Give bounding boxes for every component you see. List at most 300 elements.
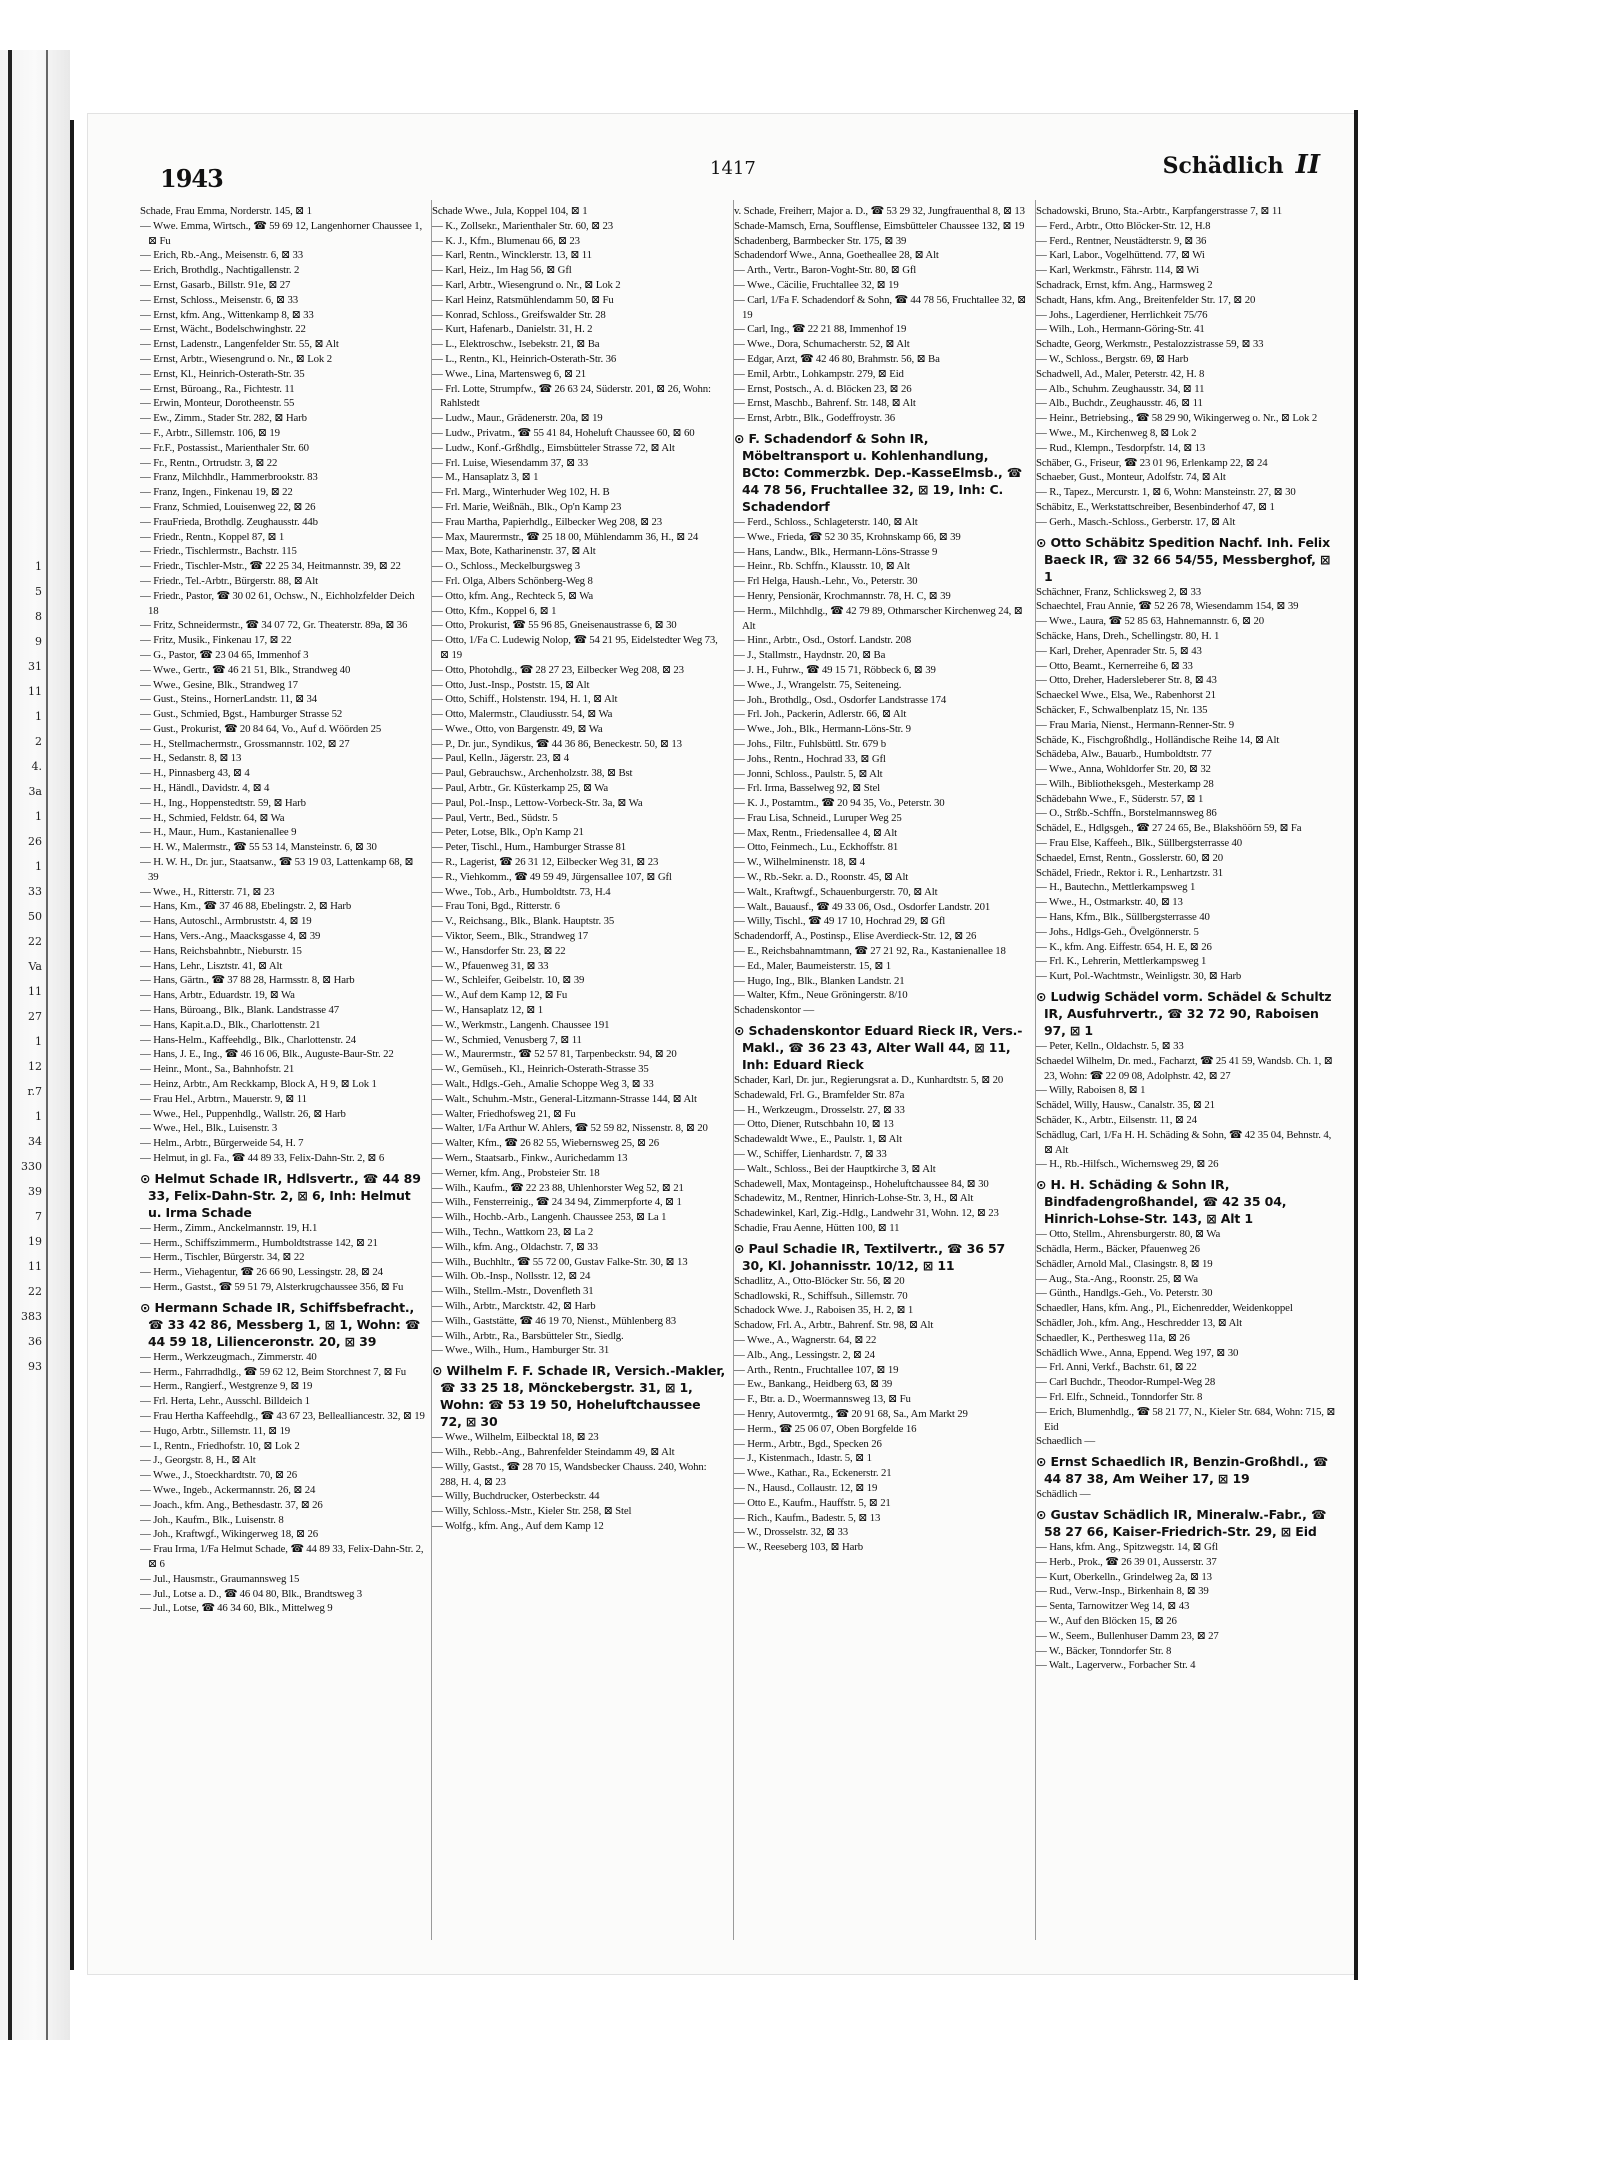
directory-entry: ⊙ Ernst Schaedlich IR, Benzin-Großhdl., ☎ 44 87 38, Am Weiher 17, ⊠ 19 <box>1036 1454 1329 1487</box>
directory-entry: — W., Wilhelminenstr. 18, ⊠ 4 <box>734 856 865 869</box>
directory-entry: — Herm., Arbtr., Bgd., Specken 26 <box>734 1437 882 1450</box>
directory-entry: — Hans, Km., ☎ 37 46 88, Ebelingstr. 2, ⊠ Harb <box>140 900 352 913</box>
margin-fragment: 19 <box>28 1235 42 1248</box>
directory-column-4 <box>1036 204 1336 1944</box>
directory-entry: — Walt., Schuhm.-Mstr., General-Litzmann-Strasse 144, ⊠ Alt <box>432 1092 697 1105</box>
directory-entry: — Walt., Kraftwgf., Schauenburgerstr. 70, ⊠ Alt <box>734 885 938 898</box>
directory-entry: — Walter, Friedhofsweg 21, ⊠ Fu <box>432 1107 576 1120</box>
directory-entry: — Heinr., Rb. Schffn., Klausstr. 10, ⊠ Alt <box>734 560 910 573</box>
directory-entry: Schadewitz, M., Rentner, Hinrich-Lohse-Str. 3, H., ⊠ Alt <box>734 1192 974 1205</box>
directory-entry: Schächner, Franz, Schlicksweg 2, ⊠ 33 <box>1036 585 1201 598</box>
directory-entry: — Otto, Feinmech., Lu., Eckhoffstr. 81 <box>734 841 899 854</box>
directory-entry: — O., Schloss., Meckelburgsweg 3 <box>432 560 580 573</box>
page-header <box>140 148 1320 193</box>
directory-entry: v. Schade, Freiherr, Major a. D., ☎ 53 29 32, Jungfrauenthal 8, ⊠ 13 <box>734 205 1025 217</box>
directory-entry: — Herm., Werkzeugmach., Zimmerstr. 40 <box>140 1350 317 1363</box>
directory-entry: Schäber, G., Friseur, ☎ 23 01 96, Erlenkamp 22, ⊠ 24 <box>1036 456 1268 469</box>
directory-entry: — Hans, Büroang., Blk., Blank. Landstrasse 47 <box>140 1004 339 1017</box>
directory-entry: — Joh., Kraftwgf., Wikingerweg 18, ⊠ 26 <box>140 1528 318 1541</box>
directory-entry: — H., Pinnasberg 43, ⊠ 4 <box>140 767 250 780</box>
directory-entry: — Kurt, Pol.-Wachtmstr., Weinligstr. 30, ⊠ Harb <box>1036 970 1242 983</box>
directory-entry: — H., Werkzeugm., Drosselstr. 27, ⊠ 33 <box>734 1103 905 1116</box>
directory-entry: — Hans, Reichsbahnbtr., Nieburstr. 15 <box>140 944 302 957</box>
directory-entry: — Ferd., Rentner, Neustädterstr. 9, ⊠ 36 <box>1036 234 1207 247</box>
directory-entry: — Franz, Schmied, Louisenweg 22, ⊠ 26 <box>140 500 316 513</box>
directory-entry: ⊙ Wilhelm F. F. Schade IR, Versich.-Makler, ☎ 33 25 18, Mönckebergstr. 31, ⊠ 1, Wohn: ☎ 53 19 50, Hoheluftchaussee 72, ⊠ 30 <box>432 1363 726 1430</box>
directory-entry: — O., Strßb.-Schffn., Borstelmannsweg 86 <box>1036 807 1217 820</box>
directory-entry: — Paul, Kelln., Jägerstr. 23, ⊠ 4 <box>432 752 569 765</box>
directory-entry: — Franz, Ingen., Finkenau 19, ⊠ 22 <box>140 486 293 499</box>
directory-entry: — Herm., Zimm., Anckelmannstr. 19, H.1 <box>140 1221 318 1234</box>
directory-entry: — Peter, Tischl., Hum., Hamburger Strasse 81 <box>432 841 627 854</box>
directory-entry: — Otto, Beamt., Kernerreihe 6, ⊠ 33 <box>1036 659 1193 672</box>
directory-entry: — Frl. Irma, Basselweg 92, ⊠ Stel <box>734 782 880 795</box>
directory-entry: — Frau Hertha Kaffeehdlg., ☎ 43 67 23, Bellealliancestr. 32, ⊠ 19 <box>140 1409 425 1422</box>
directory-entry: — Wilh., Buchhltr., ☎ 55 72 00, Gustav Falke-Str. 30, ⊠ 13 <box>432 1255 688 1268</box>
directory-entry: — Herm., Gastst., ☎ 59 51 79, Alsterkrugchaussee 356, ⊠ Fu <box>140 1280 404 1293</box>
directory-entry: — Jul., Lotse a. D., ☎ 46 04 80, Blk., Brandtsweg 3 <box>140 1587 363 1600</box>
directory-entry: — Jul., Hausmstr., Graumannsweg 15 <box>140 1572 300 1585</box>
directory-entry: — J., Kistenmach., Idastr. 5, ⊠ 1 <box>734 1452 872 1465</box>
directory-entry: — Heinz, Arbtr., Am Reckkamp, Block A, H 9, ⊠ Lok 1 <box>140 1078 377 1091</box>
directory-entry: Schadwell, Ad., Maler, Peterstr. 42, H. 8 <box>1036 367 1205 380</box>
directory-entry: — G., Pastor, ☎ 23 04 65, Immenhof 3 <box>140 648 309 661</box>
directory-entry: Schadewaldt Wwe., E., Paulstr. 1, ⊠ Alt <box>734 1133 902 1146</box>
directory-entry: Schadendorff, A., Postinsp., Elise Averdieck-Str. 12, ⊠ 26 <box>734 930 977 943</box>
directory-entry: Schadlowski, R., Schiffsuh., Sillemstr. 70 <box>734 1289 908 1302</box>
directory-entry: — Ernst, Postsch., A. d. Blöcken 23, ⊠ 26 <box>734 382 912 395</box>
directory-entry: — Konrad, Schloss., Greifswalder Str. 28 <box>432 308 606 321</box>
directory-entry: — Wwe., Ingeb., Ackermannstr. 26, ⊠ 24 <box>140 1483 316 1496</box>
directory-entry: — W., Schiffer, Lienhardstr. 7, ⊠ 33 <box>734 1148 887 1161</box>
directory-entry: — Alb., Ang., Lessingstr. 2, ⊠ 24 <box>734 1348 875 1361</box>
directory-entry: — Wilh., Stellm.-Mstr., Dovenfleth 31 <box>432 1285 594 1298</box>
directory-entry: — Helm., Arbtr., Bürgerweide 54, H. 7 <box>140 1137 304 1150</box>
directory-entry: Schädla, Herm., Bäcker, Pfauenweg 26 <box>1036 1243 1200 1256</box>
directory-entry: — Wwe., Wilh., Hum., Hamburger Str. 31 <box>432 1344 610 1357</box>
directory-entry: — Frau Irma, 1/Fa Helmut Schade, ☎ 44 89 33, Felix-Dahn-Str. 2, ⊠ 6 <box>140 1543 424 1570</box>
directory-entry: — Herm., Milchhdlg., ☎ 42 79 89, Othmarscher Kirchenweg 24, ⊠ Alt <box>734 604 1023 632</box>
directory-entry: — Otto, Diener, Rutschbahn 10, ⊠ 13 <box>734 1118 894 1131</box>
directory-entry: — Frau Toni, Bgd., Ritterstr. 6 <box>432 900 560 913</box>
directory-entry: — Erwin, Monteur, Dorotheenstr. 55 <box>140 397 295 410</box>
margin-fragment: 9 <box>35 635 42 648</box>
directory-entry: — Werner, kfm. Ang., Probsteier Str. 18 <box>432 1166 600 1179</box>
directory-entry: — Gust., Schmied, Bgst., Hamburger Strasse 52 <box>140 708 343 721</box>
directory-entry: — Wilh., Kaufm., ☎ 22 23 88, Uhlenhorster Weg 52, ⊠ 21 <box>432 1181 684 1194</box>
directory-entry: Schadenskontor — <box>734 1004 815 1017</box>
directory-entry: — Joach., kfm. Ang., Bethesdastr. 37, ⊠ 26 <box>140 1498 323 1511</box>
directory-entry: — Max, Bote, Katharinenstr. 37, ⊠ Alt <box>432 545 596 558</box>
directory-entry: — Walt., Hdlgs.-Geh., Amalie Schoppe Weg 3, ⊠ 33 <box>432 1078 654 1091</box>
margin-fragment: 383 <box>21 1310 42 1323</box>
directory-entry: — Wilh., Bibliotheksgeh., Mesterkamp 28 <box>1036 777 1214 790</box>
directory-entry: Schadrack, Ernst, kfm. Ang., Harmsweg 2 <box>1036 278 1213 291</box>
directory-entry: — Karl, Heiz., Im Hag 56, ⊠ Gfl <box>432 264 572 277</box>
directory-entry: Schaeber, Gust., Monteur, Adolfstr. 74, ⊠ Alt <box>1036 471 1226 484</box>
directory-entry: Schaedlich — <box>1036 1435 1096 1448</box>
directory-entry: — Hans, J. E., Ing., ☎ 46 16 06, Blk., Auguste-Baur-Str. 22 <box>140 1048 394 1061</box>
directory-entry: — Friedr., Rentn., Koppel 87, ⊠ 1 <box>140 530 285 543</box>
directory-entry: — Frl Helga, Haush.-Lehr., Vo., Peterstr. 30 <box>734 575 918 588</box>
margin-fragment: 1 <box>35 560 42 573</box>
directory-entry: — Ernst, Büroang., Ra., Fichtestr. 11 <box>140 382 295 395</box>
directory-entry: — Wwe., Gertr., ☎ 46 21 51, Blk., Strandweg 40 <box>140 663 351 676</box>
directory-entry: — Arth., Vertr., Baron-Voght-Str. 80, ⊠ Gfl <box>734 264 917 277</box>
directory-entry: — Frau Martha, Papierhdlg., Eilbecker Weg 208, ⊠ 23 <box>432 515 663 528</box>
directory-entry: — Wwe., H., Ostmarkstr. 40, ⊠ 13 <box>1036 896 1183 909</box>
directory-entry: — V., Reichsang., Blk., Blank. Hauptstr. 35 <box>432 915 615 928</box>
directory-entry: Schadte, Georg, Werkmstr., Pestalozzistrasse 59, ⊠ 33 <box>1036 338 1264 351</box>
directory-entry: — Friedr., Pastor, ☎ 30 02 61, Ochsw., N., Eichholzfelder Deich 18 <box>140 589 415 617</box>
directory-entry: — Fritz, Musik., Finkenau 17, ⊠ 22 <box>140 634 292 647</box>
directory-entry: — Ernst, kfm. Ang., Wittenkamp 8, ⊠ 33 <box>140 308 314 321</box>
directory-entry: — Alb., Schuhm. Zeughausstr. 34, ⊠ 11 <box>1036 382 1205 395</box>
directory-entry: — Rud., Klempn., Tesdorpfstr. 14, ⊠ 13 <box>1036 441 1206 454</box>
directory-entry: — Wwe., Cäcilie, Fruchtallee 32, ⊠ 19 <box>734 278 899 291</box>
directory-entry: — E., Reichsbahnamtmann, ☎ 27 21 92, Ra., Kastanienallee 18 <box>734 945 1006 958</box>
directory-entry: — Carl Buchdr., Theodor-Rumpel-Weg 28 <box>1036 1376 1216 1389</box>
directory-entry: — Ew., Bankang., Heidberg 63, ⊠ 39 <box>734 1378 893 1391</box>
margin-fragment: 1 <box>35 810 42 823</box>
directory-entry: — Hugo, Ing., Blk., Blanken Landstr. 21 <box>734 974 905 987</box>
directory-entry: Schader, Karl, Dr. jur., Regierungsrat a. D., Kunhardtstr. 5, ⊠ 20 <box>734 1074 1004 1087</box>
directory-entry: — Wolfg., kfm. Ang., Auf dem Kamp 12 <box>432 1519 604 1532</box>
directory-entry: — W., Maurermstr., ☎ 52 57 81, Tarpenbeckstr. 94, ⊠ 20 <box>432 1048 677 1061</box>
directory-entry: — Ernst, Schloss., Meisenstr. 6, ⊠ 33 <box>140 293 298 306</box>
directory-entry: — Ernst, Maschb., Bahrenf. Str. 148, ⊠ Alt <box>734 397 916 410</box>
directory-entry: — W., Drosselstr. 32, ⊠ 33 <box>734 1526 849 1539</box>
directory-entry: — Carl, Ing., ☎ 22 21 88, Immenhof 19 <box>734 323 907 336</box>
directory-entry: — R., Lagerist, ☎ 26 31 12, Eilbecker Weg 31, ⊠ 23 <box>432 856 659 869</box>
directory-entry: — H., Rb.-Hilfsch., Wichernsweg 29, ⊠ 26 <box>1036 1158 1219 1171</box>
directory-entry: — W., Hansaplatz 12, ⊠ 1 <box>432 1004 544 1017</box>
directory-entry: — Arth., Rentn., Fruchtallee 107, ⊠ 19 <box>734 1363 899 1376</box>
directory-entry: — Peter, Kelln., Oldachstr. 5, ⊠ 33 <box>1036 1040 1184 1053</box>
directory-entry: — Wilh., Techn., Wattkorn 23, ⊠ La 2 <box>432 1225 594 1238</box>
margin-fragment: r.7 <box>27 1085 42 1098</box>
directory-entry: ⊙ Otto Schäbitz Spedition Nachf. Inh. Felix Baeck IR, ☎ 32 66 54/55, Messberghof, ⊠ 1 <box>1036 534 1331 584</box>
directory-entry: Schade-Mamsch, Erna, Soufflense, Eimsbütteler Chaussee 132, ⊠ 19 <box>734 219 1025 232</box>
directory-entry: — Herm., Schiffszimmerm., Humboldtstrasse 142, ⊠ 21 <box>140 1236 378 1249</box>
directory-entry: Schädeba, Alw., Bauarb., Humboldtstr. 77 <box>1036 748 1212 761</box>
directory-entry: — Hinr., Arbtr., Osd., Ostorf. Landstr. 208 <box>734 634 912 647</box>
directory-entry: — H. W., Malermstr., ☎ 55 53 14, Mansteinstr. 6, ⊠ 30 <box>140 841 377 854</box>
directory-entry: Schadowski, Bruno, Sta.-Arbtr., Karpfangerstrasse 7, ⊠ 11 <box>1036 205 1282 217</box>
margin-fragment: 27 <box>28 1010 42 1023</box>
directory-entry: — Willy, Gastst., ☎ 28 70 15, Wandsbecker Chauss. 240, Wohn: 288, H. 4, ⊠ 23 <box>432 1460 707 1488</box>
margin-fragment: 1 <box>35 1035 42 1048</box>
directory-entry: — Hans, Autoschl., Armbruststr. 4, ⊠ 19 <box>140 915 312 928</box>
directory-entry: — Ferd., Arbtr., Otto Blöcker-Str. 12, H.8 <box>1036 219 1211 232</box>
directory-entry: — Wwe., H., Ritterstr. 71, ⊠ 23 <box>140 885 275 898</box>
margin-fragment: 1 <box>35 860 42 873</box>
directory-entry: — Walter, 1/Fa Arthur W. Ahlers, ☎ 52 59 82, Nissenstr. 8, ⊠ 20 <box>432 1122 708 1135</box>
directory-entry: — Paul, Arbtr., Gr. Küsterkamp 25, ⊠ Wa <box>432 782 609 795</box>
directory-entry: — Johs., Lagerdiener, Herrlichkeit 75/76 <box>1036 308 1208 321</box>
directory-entry: Schadt, Hans, kfm. Ang., Breitenfelder Str. 17, ⊠ 20 <box>1036 293 1256 306</box>
margin-fragment: 11 <box>28 685 42 698</box>
directory-entry: — Fr.F., Postassist., Marienthaler Str. 60 <box>140 441 309 454</box>
directory-entry: — Wwe., Hel., Blk., Luisenstr. 3 <box>140 1122 278 1135</box>
directory-entry: — P., Dr. jur., Syndikus, ☎ 44 36 86, Beneckestr. 50, ⊠ 13 <box>432 737 682 750</box>
directory-entry: — Wwe., Joh., Blk., Hermann-Löns-Str. 9 <box>734 723 911 736</box>
margin-fragment: 11 <box>28 985 42 998</box>
directory-entry: ⊙ Hermann Schade IR, Schiffsbefracht., ☎ 33 42 86, Messberg 1, ⊠ 1, Wohn: ☎ 44 59 18, Lilienceronstr. 20, ⊠ 39 <box>140 1299 421 1349</box>
directory-entry: — Fritz, Schneidermstr., ☎ 34 07 72, Gr. Theaterstr. 89a, ⊠ 36 <box>140 619 408 632</box>
directory-entry: — Hans, Kapit.a.D., Blk., Charlottenstr. 21 <box>140 1018 321 1031</box>
directory-entry: — Walter, Kfm., Neue Gröningerstr. 8/10 <box>734 989 908 1002</box>
directory-entry: — J. H., Fuhrw., ☎ 49 15 71, Röbbeck 6, ⊠ 39 <box>734 663 936 676</box>
margin-fragment: 4. <box>31 760 42 773</box>
directory-entry: — Ernst, Wächt., Bodelschwinghstr. 22 <box>140 323 306 336</box>
directory-entry: — Johs., Filtr., Fuhlsbüttl. Str. 679 b <box>734 737 886 750</box>
directory-entry: — R., Tapez., Mercurstr. 1, ⊠ 6, Wohn: Mansteinstr. 27, ⊠ 30 <box>1036 486 1296 499</box>
directory-entry: — Hans, Landw., Blk., Hermann-Löns-Strasse 9 <box>734 545 938 558</box>
directory-entry: — Herm., Tischler, Bürgerstr. 34, ⊠ 22 <box>140 1251 305 1264</box>
directory-entry: — Otto, 1/Fa C. Ludewig Nolop, ☎ 54 21 95, Eidelstedter Weg 73, ⊠ 19 <box>432 634 718 661</box>
directory-entry: — H., Ing., Hoppenstedtstr. 59, ⊠ Harb <box>140 796 306 809</box>
directory-entry: Schaedler, Hans, kfm. Ang., Pl., Eichenredder, Weidenkoppel <box>1036 1302 1293 1315</box>
directory-entry: — Frl. Joh., Packerin, Adlerstr. 66, ⊠ Alt <box>734 708 907 721</box>
directory-entry: — Wwe., Tob., Arb., Humboldtstr. 73, H.4 <box>432 885 611 898</box>
directory-entry: ⊙ Helmut Schade IR, Hdlsvertr., ☎ 44 89 33, Felix-Dahn-Str. 2, ⊠ 6, Inh: Helmut u. Irma Schade <box>140 1170 421 1220</box>
margin-fragment: 11 <box>28 1260 42 1273</box>
directory-entry: Schädler, Joh., kfm. Ang., Heschredder 13, ⊠ Alt <box>1036 1317 1242 1329</box>
directory-entry: Schädlich — <box>1036 1488 1091 1501</box>
directory-entry: Schäder, K., Arbtr., Eilsenstr. 11, ⊠ 24 <box>1036 1114 1197 1127</box>
directory-entry: Schadenberg, Barmbecker Str. 175, ⊠ 39 <box>734 234 907 247</box>
directory-entry: — W., Pfauenweg 31, ⊠ 33 <box>432 959 549 972</box>
directory-entry: Schaedel Wilhelm, Dr. med., Facharzt, ☎ 25 41 59, Wandsb. Ch. 1, ⊠ 23, Wohn: ☎ 22 09 08, Adolphstr. 42, ⊠ 27 <box>1036 1054 1333 1082</box>
directory-entry: — Walt., Bauausf., ☎ 49 33 06, Osd., Osdorfer Landstr. 201 <box>734 900 991 913</box>
directory-entry: — F., Btr. a. D., Woermannsweg 13, ⊠ Fu <box>734 1393 911 1406</box>
directory-entry: Schadewald, Frl. G., Bramfelder Str. 87a <box>734 1088 905 1101</box>
directory-entry: — Wilh., Loh., Hermann-Göring-Str. 41 <box>1036 323 1205 336</box>
directory-entry: — Joh., Kaufm., Blk., Luisenstr. 8 <box>140 1513 284 1526</box>
directory-entry: — Otto, Malermstr., Claudiusstr. 54, ⊠ Wa <box>432 708 613 721</box>
margin-fragment: 36 <box>28 1335 42 1348</box>
directory-entry: — Friedr., Tischlermstr., Bachstr. 115 <box>140 545 297 558</box>
directory-entry: — W., Seem., Bullenhuser Damm 23, ⊠ 27 <box>1036 1629 1219 1642</box>
directory-entry: — Wwe., Gesine, Blk., Strandweg 17 <box>140 678 298 691</box>
directory-entry: — L., Elektroschw., Isebekstr. 21, ⊠ Ba <box>432 338 600 351</box>
directory-entry: — Johs., Hdlgs-Geh., Övelgönnerstr. 5 <box>1036 925 1199 938</box>
margin-fragment: 12 <box>28 1060 42 1073</box>
directory-entry: — Karl, Labor., Vogelhüttend. 77, ⊠ Wi <box>1036 249 1205 262</box>
directory-entry: — Heinr., Mont., Sa., Bahnhofstr. 21 <box>140 1063 295 1076</box>
directory-entry: Schädel, Friedr., Rektor i. R., Lenhartzstr. 31 <box>1036 866 1223 879</box>
directory-columns <box>140 204 1340 1944</box>
directory-entry: — Helmut, in gl. Fa., ☎ 44 89 33, Felix-Dahn-Str. 2, ⊠ 6 <box>140 1152 385 1164</box>
directory-entry: — Walt., Lagerverw., Forbacher Str. 4 <box>1036 1659 1196 1672</box>
margin-fragment: 93 <box>28 1360 42 1373</box>
directory-entry: — Wwe., J., Stoeckhardtstr. 70, ⊠ 26 <box>140 1469 297 1482</box>
directory-entry: — Frl. Herta, Lehr., Ausschl. Billdeich 1 <box>140 1395 310 1408</box>
directory-entry: ⊙ Ludwig Schädel vorm. Schädel & Schultz IR, Ausfuhrvertr., ☎ 32 72 90, Raboisen 97, ⊠ 1 <box>1036 989 1332 1039</box>
directory-entry: — Karl, Rentn., Wincklerstr. 13, ⊠ 11 <box>432 249 592 262</box>
directory-entry: — Friedr., Tischler-Mstr., ☎ 22 25 34, Heitmannstr. 39, ⊠ 22 <box>140 560 401 573</box>
directory-entry: — Gust., Prokurist, ☎ 20 84 64, Vo., Auf d. Wöörden 25 <box>140 722 382 735</box>
directory-entry: — Ludw., Privatm., ☎ 55 41 84, Hoheluft Chaussee 60, ⊠ 60 <box>432 426 695 439</box>
directory-entry: — W., Schleifer, Geibelstr. 10, ⊠ 39 <box>432 974 585 987</box>
directory-entry: — H. W. H., Dr. jur., Staatsanw., ☎ 53 19 03, Lattenkamp 68, ⊠ 39 <box>140 856 414 883</box>
directory-entry: — Aug., Sta.-Ang., Roonstr. 25, ⊠ Wa <box>1036 1272 1198 1285</box>
directory-entry: — Franz, Milchhdlr., Hammerbrookstr. 83 <box>140 471 318 484</box>
directory-entry: — W., Rb.-Sekr. a. D., Roonstr. 45, ⊠ Alt <box>734 871 909 884</box>
directory-entry: — N., Hausd., Collaustr. 12, ⊠ 19 <box>734 1481 878 1494</box>
margin-fragment: 1 <box>35 710 42 723</box>
directory-entry: — Erich, Brothdlg., Nachtigallenstr. 2 <box>140 264 300 277</box>
directory-entry: — W., Werkmstr., Langenh. Chaussee 191 <box>432 1018 610 1031</box>
directory-entry: — L., Rentn., Kl., Heinrich-Osterath-Str. 36 <box>432 352 617 365</box>
directory-entry: — Frl. Marg., Winterhuder Weg 102, H. B <box>432 486 610 499</box>
directory-entry: — Wilh., Hochb.-Arb., Langenh. Chaussee 253, ⊠ La 1 <box>432 1211 667 1224</box>
directory-entry: — Hans-Helm., Kaffeehdlg., Blk., Charlottenstr. 24 <box>140 1033 356 1046</box>
directory-entry: Schadock Wwe. J., Raboisen 35, H. 2, ⊠ 1 <box>734 1304 914 1317</box>
binding-line <box>46 50 48 2040</box>
directory-entry: — H., Schmied, Feldstr. 64, ⊠ Wa <box>140 811 285 824</box>
directory-entry: — Frau Maria, Nienst., Hermann-Renner-Str. 9 <box>1036 718 1234 731</box>
directory-entry: Schädler, Arnold Mal., Clasingstr. 8, ⊠ 19 <box>1036 1257 1213 1270</box>
directory-entry: — H., Sedanstr. 8, ⊠ 13 <box>140 752 242 765</box>
directory-entry: — Jul., Lotse, ☎ 46 34 60, Blk., Mittelweg 9 <box>140 1602 333 1615</box>
directory-entry: Schaeckel Wwe., Elsa, We., Rabenhorst 21 <box>1036 689 1216 702</box>
directory-entry: — K., Zollsekr., Marienthaler Str. 60, ⊠ 23 <box>432 219 614 232</box>
directory-entry: — Paul, Pol.-Insp., Lettow-Vorbeck-Str. 3a, ⊠ Wa <box>432 796 643 809</box>
directory-entry: — Hans, Lehr., Lisztstr. 41, ⊠ Alt <box>140 959 283 972</box>
directory-entry: — Otto, Prokurist, ☎ 55 96 85, Gneisenaustrasse 6, ⊠ 30 <box>432 619 677 632</box>
directory-entry: Schadlitz, A., Otto-Blöcker Str. 56, ⊠ 20 <box>734 1274 905 1287</box>
directory-entry: — Wwe., Otto, von Bargenstr. 49, ⊠ Wa <box>432 722 603 735</box>
margin-fragment: 50 <box>28 910 42 923</box>
directory-entry: Schadewinkel, Karl, Zig.-Hdlg., Landwehr 31, Wohn. 12, ⊠ 23 <box>734 1207 999 1220</box>
directory-entry: — K. J., Postamtm., ☎ 20 94 35, Vo., Peterstr. 30 <box>734 797 945 810</box>
directory-entry: — W., Reeseberg 103, ⊠ Harb <box>734 1541 863 1554</box>
page-left-border <box>70 120 74 1970</box>
directory-entry: Schadewell, Max, Montageinsp., Hoheluftchaussee 84, ⊠ 30 <box>734 1177 989 1190</box>
directory-entry: — Erich, Blumenhdlg., ☎ 58 21 77, N., Kieler Str. 684, Wohn: 715, ⊠ Eid <box>1036 1405 1336 1433</box>
directory-entry: — Otto, Photohdlg., ☎ 28 27 23, Eilbecker Weg 208, ⊠ 23 <box>432 663 684 676</box>
directory-entry: — Wwe., Anna, Wohldorfer Str. 20, ⊠ 32 <box>1036 763 1211 776</box>
directory-entry: — Jonni, Schloss., Paulstr. 5, ⊠ Alt <box>734 767 883 780</box>
directory-entry: — Wwe., A., Wagnerstr. 64, ⊠ 22 <box>734 1334 877 1346</box>
directory-entry: — Herb., Prok., ☎ 26 39 01, Ausserstr. 37 <box>1036 1555 1217 1568</box>
directory-entry: — Otto, Just.-Insp., Poststr. 15, ⊠ Alt <box>432 678 590 691</box>
directory-entry: — Günth., Handlgs.-Geh., Vo. Peterstr. 30 <box>1036 1287 1213 1300</box>
running-head <box>1163 150 1320 180</box>
directory-entry: Schäde, K., Fischgroßhdlg., Holländische Reihe 14, ⊠ Alt <box>1036 733 1280 746</box>
directory-entry: — Ernst, Kl., Heinrich-Osterath-Str. 35 <box>140 367 305 380</box>
directory-entry: — Otto, kfm. Ang., Rechteck 5, ⊠ Wa <box>432 589 594 602</box>
directory-entry: Schädebahn Wwe., F., Süderstr. 57, ⊠ 1 <box>1036 792 1204 805</box>
directory-entry: — Wilh. Ob.-Insp., Nollsstr. 12, ⊠ 24 <box>432 1270 591 1283</box>
directory-entry: — I., Rentn., Friedhofstr. 10, ⊠ Lok 2 <box>140 1439 300 1452</box>
directory-entry: — Frl. Olga, Albers Schönberg-Weg 8 <box>432 574 593 587</box>
directory-entry: — W., Hansdorfer Str. 23, ⊠ 22 <box>432 944 566 957</box>
directory-entry: Schade, Frau Emma, Norderstr. 145, ⊠ 1 <box>140 205 312 217</box>
directory-entry: — Wwe., Dora, Schumacherstr. 52, ⊠ Alt <box>734 338 910 351</box>
directory-entry: — Wwe., Frieda, ☎ 52 30 35, Krohnskamp 66, ⊠ 39 <box>734 530 961 543</box>
directory-entry: — Gerh., Masch.-Schloss., Gerberstr. 17, ⊠ Alt <box>1036 515 1236 528</box>
margin-fragment: 22 <box>28 935 42 948</box>
directory-entry: — Wilh., Gaststätte, ☎ 46 19 70, Nienst., Mühlenberg 83 <box>432 1314 676 1327</box>
directory-entry: — Erich, Rb.-Ang., Meisenstr. 6, ⊠ 33 <box>140 249 304 262</box>
margin-fragment: 34 <box>28 1135 42 1148</box>
directory-entry: — J., Georgstr. 8, H., ⊠ Alt <box>140 1454 256 1467</box>
directory-entry: — Ernst, Arbtr., Blk., Godeffroystr. 36 <box>734 412 895 425</box>
directory-entry: — Carl, 1/Fa F. Schadendorf & Sohn, ☎ 44 78 56, Fruchtallee 32, ⊠ 19 <box>734 293 1026 321</box>
directory-entry: — Otto, Kfm., Koppel 6, ⊠ 1 <box>432 604 557 617</box>
directory-column-3 <box>734 204 1028 1944</box>
directory-entry: — K., kfm. Ang. Eiffestr. 654, H. E, ⊠ 26 <box>1036 940 1212 953</box>
directory-entry: — Wwe. Emma, Wirtsch., ☎ 59 69 12, Langenhorner Chaussee 1, ⊠ Fu <box>140 219 423 247</box>
directory-entry: — Viktor, Seem., Blk., Strandweg 17 <box>432 930 589 943</box>
directory-entry: — Wwe., Lina, Martensweg 6, ⊠ 21 <box>432 367 586 380</box>
directory-entry: — Frl. Elfr., Schneid., Tonndorfer Str. 8 <box>1036 1390 1203 1403</box>
directory-entry: ⊙ H. H. Schäding & Sohn IR, Bindfadengroßhandel, ☎ 42 35 04, Hinrich-Lohse-Str. 143, ⊠ Alt 1 <box>1036 1177 1287 1227</box>
directory-entry: — Hans, kfm. Ang., Spitzwegstr. 14, ⊠ Gfl <box>1036 1540 1218 1553</box>
directory-entry: — Edgar, Arzt, ☎ 42 46 80, Brahmstr. 56, ⊠ Ba <box>734 352 940 365</box>
volume-numeral: II <box>1295 150 1320 180</box>
directory-entry: — K. J., Kfm., Blumenau 66, ⊠ 23 <box>432 234 580 247</box>
directory-entry: — Willy, Raboisen 8, ⊠ 1 <box>1036 1084 1146 1097</box>
directory-entry: — Hans, Arbtr., Eduardstr. 19, ⊠ Wa <box>140 989 295 1002</box>
directory-entry: ⊙ Paul Schadie IR, Textilvertr., ☎ 36 57 30, Kl. Johannisstr. 10/12, ⊠ 11 <box>734 1240 1006 1273</box>
directory-entry: — Max, Maurermstr., ☎ 25 18 00, Mühlendamm 36, H., ⊠ 24 <box>432 530 699 543</box>
directory-entry: — Frl. Anni, Verkf., Bachstr. 61, ⊠ 22 <box>1036 1361 1197 1374</box>
directory-entry: — Wilh., Arbtr., Marcktstr. 42, ⊠ Harb <box>432 1299 596 1312</box>
margin-fragment: 33 <box>28 885 42 898</box>
directory-entry: — Herm., Viehagentur, ☎ 26 66 90, Lessingstr. 28, ⊠ 24 <box>140 1266 383 1279</box>
directory-entry: ⊙ Gustav Schädlich IR, Mineralw.-Fabr., ☎ 58 27 66, Kaiser-Friedrich-Str. 29, ⊠ Eid <box>1036 1506 1327 1539</box>
margin-fragment: 2 <box>35 735 42 748</box>
directory-entry: — Walt., Schloss., Bei der Hauptkirche 3, ⊠ Alt <box>734 1162 936 1175</box>
margin-fragment: 330 <box>21 1160 42 1173</box>
page-right-border <box>1354 110 1358 1980</box>
directory-entry: — W., Schmied, Venusberg 7, ⊠ 11 <box>432 1033 582 1046</box>
directory-entry: — Hans, Kfm., Blk., Süllbergsterrasse 40 <box>1036 911 1210 924</box>
directory-entry: — Paul, Gebrauchsw., Archenholzstr. 38, ⊠ Bst <box>432 767 633 780</box>
directory-entry: — Rud., Verw.-Insp., Birkenhain 8, ⊠ 39 <box>1036 1585 1209 1598</box>
year-label: 1943 <box>160 164 223 193</box>
directory-entry: — Gust., Steins., HornerLandstr. 11, ⊠ 34 <box>140 693 318 706</box>
directory-entry: Schadie, Frau Aenne, Hütten 100, ⊠ 11 <box>734 1222 900 1235</box>
directory-entry: — Wwe., Hel., Puppenhdlg., Wallstr. 26, ⊠ Harb <box>140 1107 346 1120</box>
directory-entry: — Willy, Schloss.-Mstr., Kieler Str. 258, ⊠ Stel <box>432 1505 632 1518</box>
directory-entry: — Emil, Arbtr., Lohkampstr. 279, ⊠ Eid <box>734 367 904 380</box>
directory-entry: — W., Auf den Blöcken 15, ⊠ 26 <box>1036 1614 1177 1627</box>
directory-entry: — Otto, Stellm., Ahrensburgerstr. 80, ⊠ Wa <box>1036 1228 1221 1241</box>
directory-entry: — Ernst, Ladenstr., Langenfelder Str. 55, ⊠ Alt <box>140 338 339 351</box>
directory-entry: — Willy, Tischl., ☎ 49 17 10, Hochrad 29, ⊠ Gfl <box>734 915 946 928</box>
directory-entry: — Karl Heinz, Ratsmühlendamm 50, ⊠ Fu <box>432 293 614 306</box>
directory-entry: — F., Arbtr., Sillemstr. 106, ⊠ 19 <box>140 426 280 439</box>
margin-fragment: 26 <box>28 835 42 848</box>
directory-entry: — Herm., ☎ 25 06 07, Oben Borgfelde 16 <box>734 1422 917 1435</box>
directory-entry: — Ferd., Schloss., Schlageterstr. 140, ⊠ Alt <box>734 515 918 528</box>
directory-entry: — Wwe., Laura, ☎ 52 85 63, Hahnemannstr. 6, ⊠ 20 <box>1036 615 1264 628</box>
directory-entry: — Senta, Tarnowitzer Weg 14, ⊠ 43 <box>1036 1600 1190 1613</box>
previous-page-margin-fragments <box>0 560 42 1385</box>
margin-fragment: 8 <box>35 610 42 623</box>
margin-fragment: Va <box>28 960 42 973</box>
directory-entry: — Henry, Autovermtg., ☎ 20 91 68, Sa., Am Markt 29 <box>734 1407 968 1420</box>
directory-entry: — Frl. Marie, Weißnäh., Blk., Op'n Kamp 23 <box>432 500 622 513</box>
page-number: 1417 <box>710 158 756 179</box>
directory-entry: — Wwe., Wilhelm, Eilbecktal 18, ⊠ 23 <box>432 1431 599 1444</box>
directory-entry: Schädlich Wwe., Anna, Eppend. Weg 197, ⊠ 30 <box>1036 1346 1239 1359</box>
